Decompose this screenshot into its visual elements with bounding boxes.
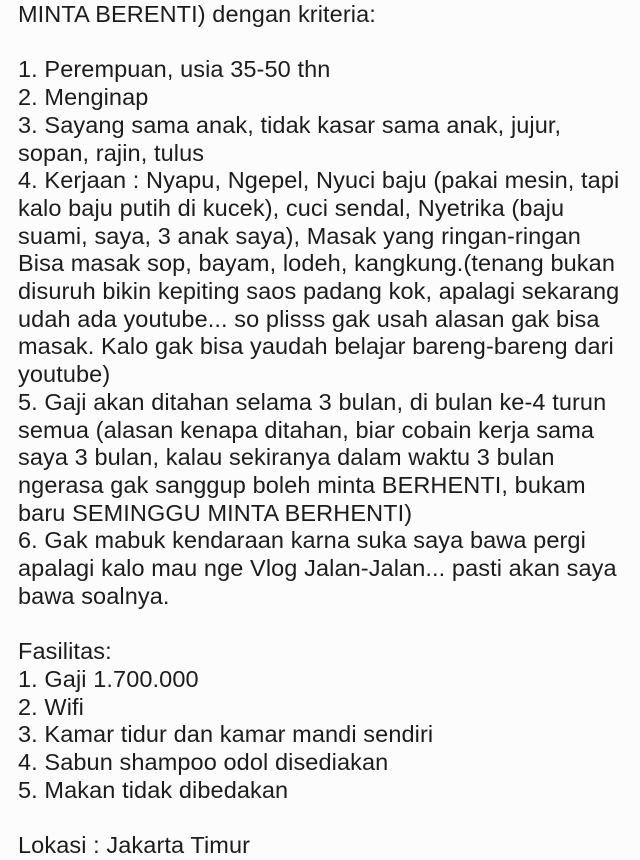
criteria-line: apalagi kalo mau nge Vlog Jalan-Jalan... pasti akan saya — [18, 555, 617, 582]
fasilitas-item: 5. Makan tidak dibedakan — [18, 776, 289, 803]
criteria-line: udah ada youtube... so plisss gak usah alasan gak bisa — [18, 305, 600, 332]
criteria-line: masak. Kalo gak bisa yaudah belajar bareng-bareng dari — [18, 333, 614, 360]
criteria-line: semua (alasan kenapa ditahan, biar cobain kerja sama — [18, 416, 595, 443]
criteria-line: 6. Gak mabuk kendaraan karna suka saya bawa pergi — [18, 527, 586, 554]
criteria-line: 5. Gaji akan ditahan selama 3 bulan, di bulan ke-4 turun — [18, 388, 607, 415]
fasilitas-item: 4. Sabun shampoo odol disediakan — [18, 748, 389, 775]
fasilitas-section — [18, 638, 630, 804]
lokasi-line: Lokasi : Jakarta Timur — [18, 832, 251, 859]
criteria-line: saya 3 bulan, kalau sekiranya dalam waktu 3 bulan — [18, 444, 555, 471]
criteria-line: baru SEMINGGU MINTA BERHENTI) — [18, 499, 413, 526]
criteria-line: 1. Perempuan, usia 35-50 thn — [18, 56, 331, 83]
fasilitas-heading: Fasilitas: — [18, 638, 112, 665]
criteria-line: Bisa masak sop, bayam, lodeh, kangkung.(tenang bukan — [18, 250, 615, 277]
fasilitas-item: 2. Wifi — [18, 693, 84, 720]
criteria-line: youtube) — [18, 361, 111, 388]
lokasi-section — [18, 832, 630, 860]
fasilitas-item: 1. Gaji 1.700.000 — [18, 665, 199, 692]
criteria-line: kalo baju putih di kucek), cuci sendal, Nyetrika (baju — [18, 194, 565, 221]
criteria-line: bawa soalnya. — [18, 582, 170, 609]
fasilitas-item: 3. Kamar tidur dan kamar mandi sendiri — [18, 721, 434, 748]
criteria-line: 2. Menginap — [18, 84, 149, 111]
criteria-line: disuruh bikin kepiting saos padang kok, apalagi sekarang — [18, 278, 620, 305]
criteria-line: 4. Kerjaan : Nyapu, Ngepel, Nyuci baju (pakai mesin, tapi — [18, 167, 620, 194]
criteria-line: ngerasa gak sanggup boleh minta BERHENTI, bukam — [18, 471, 586, 498]
criteria-list — [18, 56, 630, 610]
intro-line: MINTA BERENTI) dengan kriteria: — [18, 1, 376, 27]
criteria-line: sopan, rajin, tulus — [18, 139, 205, 166]
criteria-line: 3. Sayang sama anak, tidak kasar sama anak, jujur, — [18, 111, 562, 138]
criteria-line: suami, saya, 3 anak saya), Masak yang ringan-ringan — [18, 222, 581, 249]
